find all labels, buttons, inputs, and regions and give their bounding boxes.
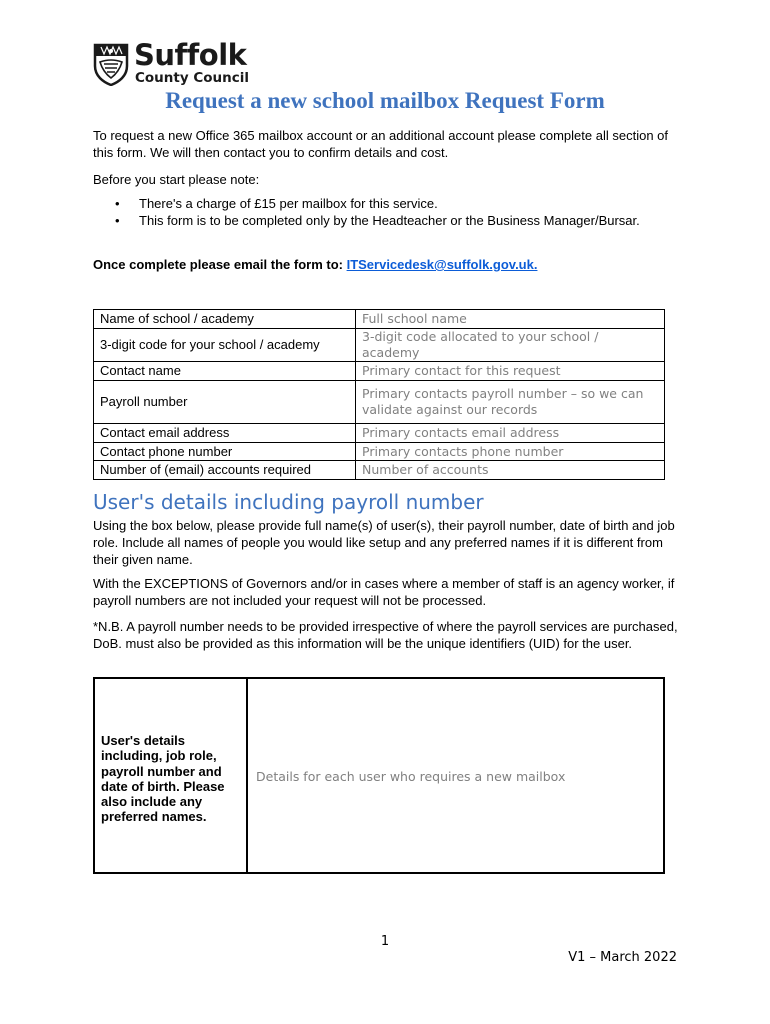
logo-subtitle: County Council bbox=[135, 70, 250, 86]
table-row bbox=[94, 362, 665, 381]
email-instruction-text: Once complete please email the form to: bbox=[93, 257, 347, 272]
before-note: Before you start please note: bbox=[93, 172, 260, 187]
note-paragraph: *N.B. A payroll number needs to be provided irrespective of where the payroll services are purchased, DoB. must also be provided as this information will be the unique identifiers (UID) for the user. bbox=[93, 619, 678, 651]
accounts-required-field[interactable]: Number of accounts bbox=[356, 461, 665, 480]
table-row bbox=[94, 424, 665, 443]
table-row bbox=[94, 381, 665, 424]
field-label: Contact phone number bbox=[94, 443, 356, 461]
page-title: Request a new school mailbox Request Form bbox=[165, 88, 605, 113]
school-code-field[interactable]: 3-digit code allocated to your school / academy bbox=[356, 329, 665, 362]
user-details-box bbox=[93, 677, 665, 874]
field-label: Name of school / academy bbox=[94, 310, 356, 329]
council-logo bbox=[92, 40, 262, 88]
list-item-text: This form is to be completed only by the Headteacher or the Business Manager/Bursar. bbox=[139, 213, 640, 228]
contact-email-field[interactable]: Primary contacts email address bbox=[356, 424, 665, 443]
notes-list bbox=[93, 195, 653, 229]
payroll-number-field[interactable]: Primary contacts payroll number – so we can validate against our records bbox=[356, 381, 665, 424]
contact-phone-field[interactable]: Primary contacts phone number bbox=[356, 443, 665, 461]
table-row bbox=[94, 329, 665, 362]
school-details-table bbox=[93, 309, 665, 480]
service-desk-email-link[interactable]: ITServicedesk@suffolk.gov.uk. bbox=[346, 257, 538, 272]
version-label: V1 – March 2022 bbox=[568, 950, 677, 965]
user-details-field[interactable]: Details for each user who requires a new mailbox bbox=[256, 769, 566, 784]
bullet-icon: • bbox=[115, 213, 120, 228]
contact-name-field[interactable]: Primary contact for this request bbox=[356, 362, 665, 381]
instructions-paragraph: Using the box below, please provide full name(s) of user(s), their payroll number, date of birth and job role. Include all names of people you would like setup and any preferred names if it is different from their given name. bbox=[93, 518, 675, 567]
field-label: 3-digit code for your school / academy bbox=[94, 329, 356, 362]
field-label: Number of (email) accounts required bbox=[94, 461, 356, 480]
page-number: 1 bbox=[380, 934, 390, 949]
list-item bbox=[93, 195, 653, 212]
logo-name: Suffolk bbox=[134, 38, 247, 72]
list-item bbox=[93, 212, 653, 229]
table-row bbox=[94, 443, 665, 461]
field-label: Contact name bbox=[94, 362, 356, 381]
school-name-field[interactable]: Full school name bbox=[356, 310, 665, 329]
shield-crest-icon bbox=[92, 42, 130, 86]
bullet-icon: • bbox=[115, 196, 120, 211]
table-row bbox=[94, 461, 665, 480]
table-row bbox=[94, 310, 665, 329]
user-details-label-cell bbox=[95, 679, 248, 872]
list-item-text: There's a charge of £15 per mailbox for this service. bbox=[139, 196, 438, 211]
section-heading: User's details including payroll number bbox=[93, 490, 484, 514]
user-details-label: User's details including, job role, payroll number and date of birth. Please also include any preferred names. bbox=[101, 733, 225, 825]
exceptions-paragraph: With the EXCEPTIONS of Governors and/or in cases where a member of staff is an agency worker, if payroll numbers are not included your request will not be processed. bbox=[93, 576, 675, 608]
intro-paragraph: To request a new Office 365 mailbox account or an additional account please complete all section of this form. We will then contact you to confirm details and cost. bbox=[93, 128, 668, 160]
email-instruction bbox=[93, 256, 683, 273]
field-label: Contact email address bbox=[94, 424, 356, 443]
field-label: Payroll number bbox=[94, 381, 356, 424]
